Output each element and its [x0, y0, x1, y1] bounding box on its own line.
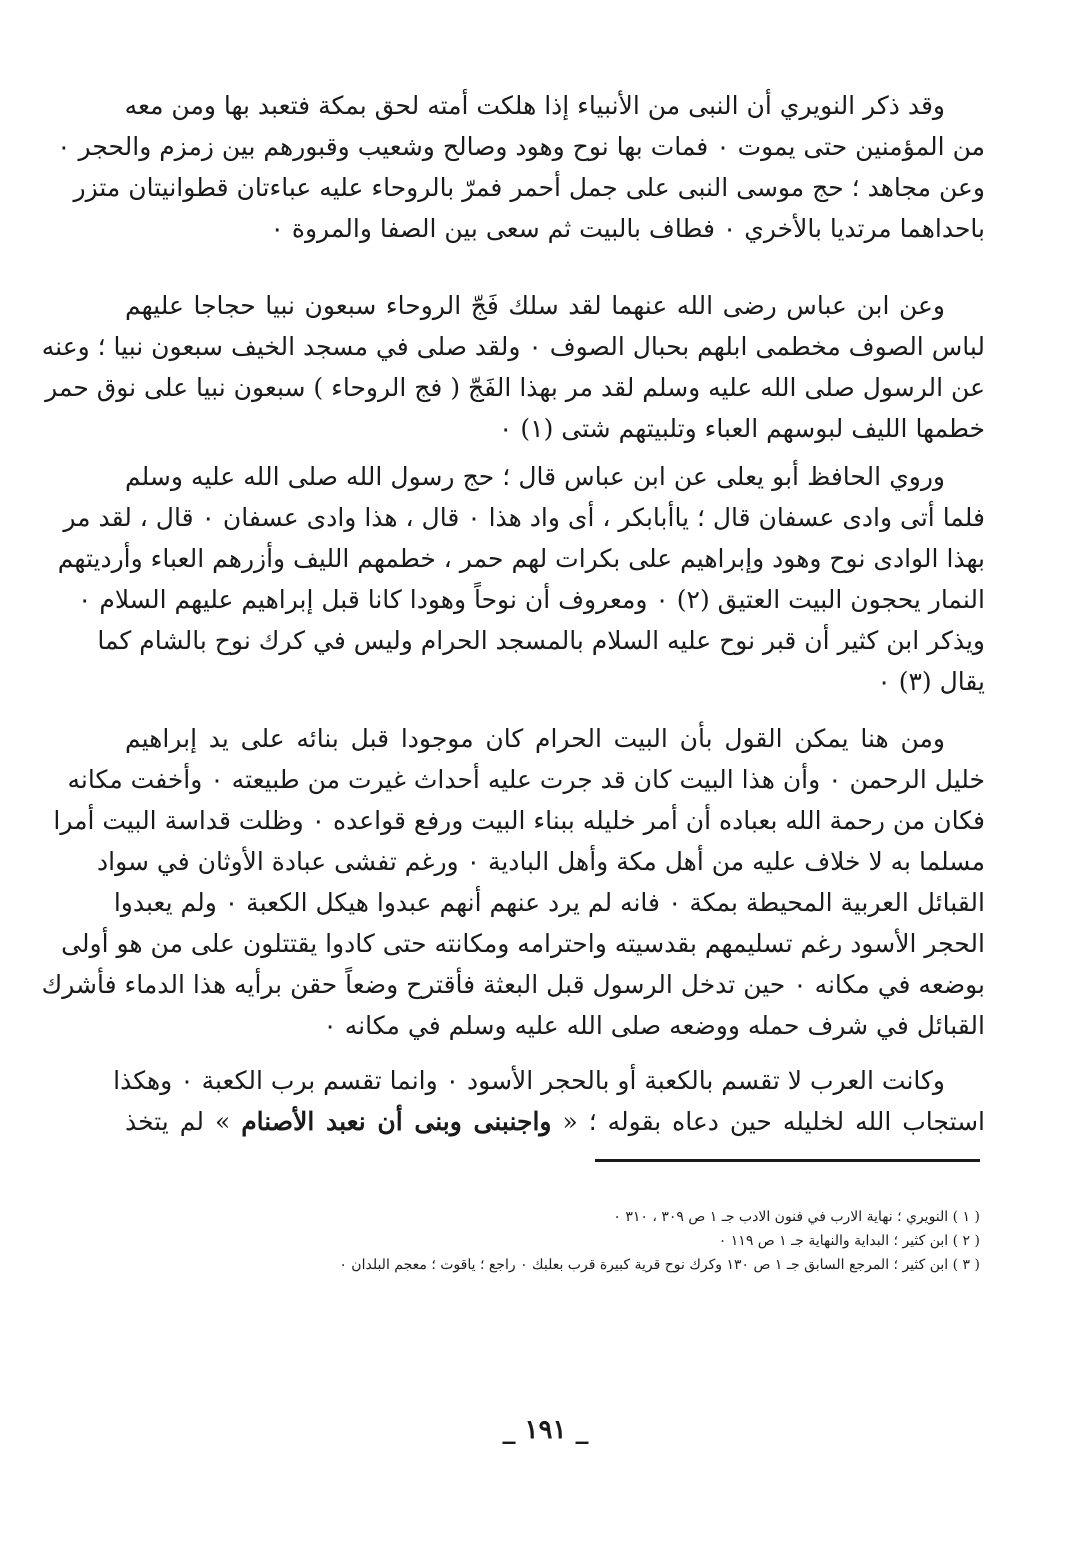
- text-line: لباس الصوف مخطمى ابلهم بحبال الصوف ٠ ولقد صلى في مسجد الخيف سبعون نبيا ؛ وعنه: [41, 332, 985, 361]
- text-line: باحداهما مرتديا بالأخري ٠ فطاف بالبيت ثم سعى بين الصفا والمروة ٠: [270, 214, 985, 243]
- text-line: خطمها الليف لبوسهم العباء وتلبيتهم شتى (١) ٠: [499, 414, 985, 443]
- paragraph-4: [41, 718, 985, 1046]
- text-line: النمار يحجون البيت العتيق (٢) ٠ ومعروف أن نوحاً وهودا كانا قبل إبراهيم عليهم السلام ٠: [77, 585, 985, 614]
- text-line: ويذكر ابن كثير أن قبر نوح عليه السلام بالمسجد الحرام وليس في كرك نوح بالشام كما: [97, 626, 985, 655]
- footnote-2: ( ٢ ) ابن كثير ؛ البداية والنهاية جـ ١ ص ١١٩ ٠: [718, 1233, 980, 1249]
- text-line: وروي الحافظ أبو يعلى عن ابن عباس قال ؛ حج رسول الله صلى الله عليه وسلم: [125, 462, 945, 491]
- text-line: وكانت العرب لا تقسم بالكعبة أو بالحجر الأسود ٠ وانما تقسم برب الكعبة ٠ وهكذا: [113, 1066, 945, 1095]
- paragraph-3: [57, 456, 985, 702]
- footnote-1: ( ١ ) النويري ؛ نهاية الارب في فنون الادب جـ ١ ص ٣٠٩ ، ٣١٠ ٠: [613, 1209, 980, 1225]
- text-line: وعن ابن عباس رضى الله عنهما لقد سلك فَجّ الروحاء سبعون نبيا حجاجا عليهم: [125, 291, 945, 320]
- footnote-divider: [595, 1159, 980, 1162]
- text-line: فكان من رحمة الله بعباده أن أمر خليله ببناء البيت ورفع قواعده ٠ وظلت قداسة البيت أمرا: [53, 806, 985, 835]
- paragraph-2: [41, 285, 985, 449]
- text-line: يقال (٣) ٠: [877, 667, 985, 696]
- text-line: الحجر الأسود رغم تسليمهم بقدسيته واحترامه ومكانته حتى كادوا يقتتلون على من هو أولى: [61, 929, 985, 958]
- text-line: وعن مجاهد ؛ حج موسى النبى على جمل أحمر فمرّ بالروحاء عليه عباءتان قطوانيتان متزر: [73, 173, 985, 202]
- text-fragment: » لم يتخذ: [125, 1107, 242, 1136]
- page-number: _ ١٩١ _: [502, 1415, 589, 1445]
- text-line: فلما أتى وادى عسفان قال ؛ ياأبابكر ، أى واد هذا ٠ قال ، هذا وادى عسفان ٠ قال ، لقد مر: [63, 503, 985, 532]
- text-line: وقد ذكر النويري أن النبى من الأنبياء إذا هلكت أمته لحق بمكة فتعبد بها ومن معه: [124, 91, 945, 120]
- footnotes: [300, 1205, 980, 1277]
- text-line: القبائل العربية المحيطة بمكة ٠ فانه لم يرد عنهم أنهم عبدوا هيكل الكعبة ٠ ولم يعبدوا: [113, 888, 985, 917]
- text-line: عن الرسول صلى الله عليه وسلم لقد مر بهذا الفَجّ ( فج الروحاء ) سبعون نبيا على نوق حمر: [45, 373, 985, 402]
- quran-quote: واجنبنى وبنى أن نعبد الأصنام: [241, 1107, 552, 1136]
- text-fragment: استجاب الله لخليله حين دعاه بقوله ؛ «: [551, 1107, 985, 1136]
- text-line: القبائل في شرف حمله ووضعه صلى الله عليه وسلم في مكانه ٠: [323, 1011, 985, 1040]
- footnote-3: ( ٣ ) ابن كثير ؛ المرجع السابق جـ ١ ص ١٣٠ وكرك نوح قرية كبيرة قرب بعلبك ٠ راجع ؛ ياقوت ؛ معجم البلدان ٠: [339, 1257, 980, 1273]
- text-line: من المؤمنين حتى يموت ٠ فمات بها نوح وهود وصالح وشعيب وقبورهم بين زمزم والحجر ٠: [57, 132, 985, 161]
- text-line: خليل الرحمن ٠ وأن هذا البيت كان قد جرت عليه أحداث غيرت من طبيعته ٠ وأخفت مكانه: [67, 765, 985, 794]
- text-line: بهذا الوادى نوح وهود وإبراهيم على بكرات لهم حمر ، خطمهم الليف وأزرهم العباء وأرديتهم: [57, 544, 985, 573]
- text-line-with-quote: [125, 1101, 985, 1142]
- text-line: ومن هنا يمكن القول بأن البيت الحرام كان موجودا قبل بنائه على يد إبراهيم: [125, 724, 945, 753]
- paragraph-5: [113, 1060, 985, 1142]
- text-line: بوضعه في مكانه ٠ حين تدخل الرسول قبل البعثة فأقترح وضعاً حقن برأيه هذا الدماء فأشرك: [41, 970, 985, 999]
- paragraph-1: [57, 85, 985, 249]
- text-line: مسلما به لا خلاف عليه من أهل مكة وأهل البادية ٠ ورغم تفشى عبادة الأوثان في سواد: [97, 847, 985, 876]
